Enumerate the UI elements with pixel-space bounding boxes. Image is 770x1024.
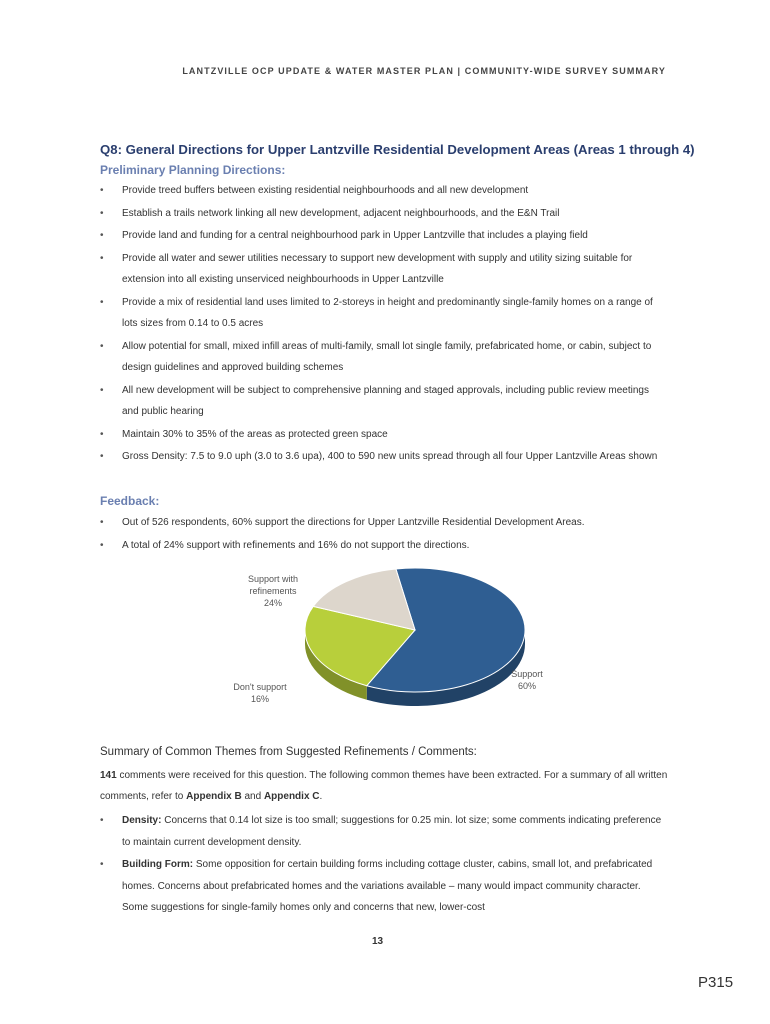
page-stamp: P315: [698, 974, 734, 991]
bullet-icon: •: [100, 539, 104, 551]
bullet-icon: •: [100, 230, 104, 241]
chart-label-refinements: Support with refinements 24%: [247, 574, 299, 608]
list-item: • A total of 24% support with refinements and 16% do not support the directions.: [100, 535, 665, 557]
bullet-icon: •: [100, 428, 104, 440]
list-item: • Provide land and funding for a central neighbourhood park in Upper Lantzville that includes a playing field: [100, 225, 665, 247]
chart-label-dont-support: Don't support 16%: [233, 682, 287, 704]
list-item: • Maintain 30% to 35% of the areas as protected green space: [100, 424, 665, 446]
feedback-heading: Feedback:: [100, 494, 160, 508]
bullet-icon: •: [100, 296, 104, 308]
bullet-icon: •: [100, 859, 104, 870]
bullet-icon: •: [100, 384, 104, 396]
bullet-icon: •: [100, 252, 104, 264]
list-item: • Gross Density: 7.5 to 9.0 uph (3.0 to 3.6 upa), 400 to 590 new units spread through all four Upper Lantzville Areas shown: [100, 446, 665, 468]
list-item: • Provide treed buffers between existing residential neighbourhoods and all new development: [100, 180, 665, 202]
bullet-icon: •: [100, 815, 104, 826]
list-item: • Provide a mix of residential land uses limited to 2-storeys in height and predominantly single-family homes on a range of lots sizes from 0.14 to 0.5 acres: [100, 292, 665, 335]
bullet-icon: •: [100, 185, 104, 196]
list-item: • Establish a trails network linking all new development, adjacent neighbourhoods, and the E&N Trail: [100, 203, 665, 225]
bullet-icon: •: [100, 517, 104, 528]
directions-list: [100, 180, 665, 469]
list-item: • Out of 526 respondents, 60% support the directions for Upper Lantzville Residential Development Areas.: [100, 512, 665, 534]
themes-list: [100, 810, 665, 920]
prelim-heading: Preliminary Planning Directions:: [100, 163, 286, 177]
page-number: 13: [372, 936, 384, 947]
bullet-icon: •: [100, 451, 104, 462]
list-item: • Building Form: Some opposition for certain building forms including cottage cluster, cabins, small lot, and prefabricated homes. Concerns about prefabricated homes and the variations available – many would impact community character. Some suggestions for single-family homes only and concerns that new, lower-cost: [100, 854, 665, 919]
chart-label-support: Support 60%: [511, 669, 543, 691]
list-item: • All new development will be subject to comprehensive planning and staged approvals, including public review meetings and public hearing: [100, 380, 665, 423]
list-item: • Density: Concerns that 0.14 lot size is too small; suggestions for 0.25 min. lot size; some comments indicating preference to maintain current development density.: [100, 810, 665, 853]
list-item: • Allow potential for small, mixed infill areas of multi-family, small lot single family, prefabricated home, or cabin, subject to design guidelines and approved building schemes: [100, 336, 665, 379]
list-item: • Provide all water and sewer utilities necessary to support new development with supply and utility sizing suitable for extension into all existing unserviced neighbourhoods in Upper Lantzville: [100, 248, 665, 291]
feedback-list: [100, 512, 665, 557]
summary-intro: 141 comments were received for this question. The following common themes have been extracted. For a summary of all written comments, refer to Appendix B and Appendix C.: [100, 770, 668, 802]
pie-chart: [220, 565, 560, 715]
bullet-icon: •: [100, 207, 104, 219]
bullet-icon: •: [100, 340, 104, 352]
question-title: Q8: General Directions for Upper Lantzville Residential Development Areas (Areas 1 through 4): [100, 142, 695, 157]
summary-heading: Summary of Common Themes from Suggested Refinements / Comments:: [100, 746, 477, 758]
running-header: LANTZVILLE OCP UPDATE & WATER MASTER PLAN | COMMUNITY-WIDE SURVEY SUMMARY: [182, 66, 666, 76]
